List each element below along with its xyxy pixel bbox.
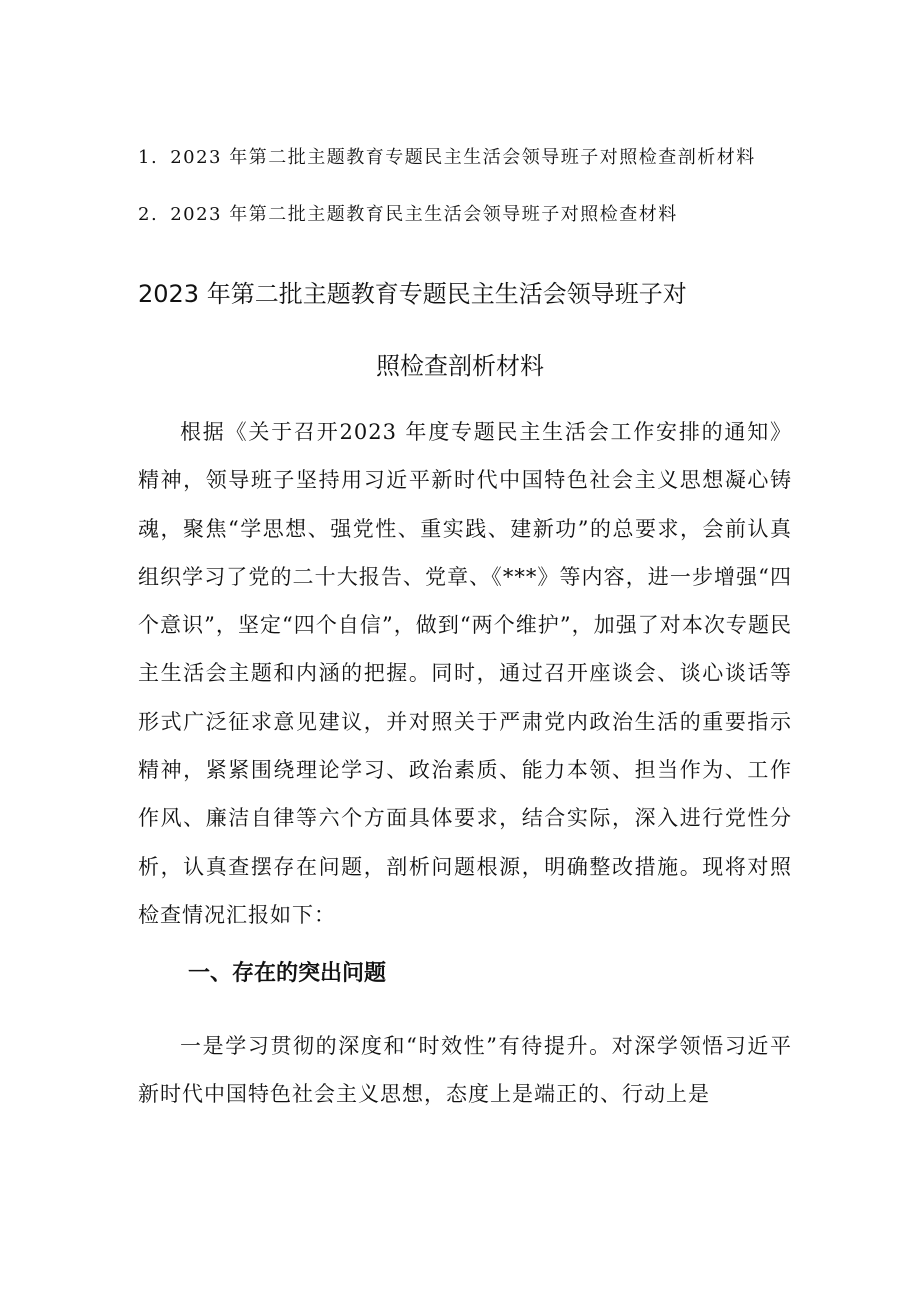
document-title-line-2: 照检查剖析材料 [376, 352, 544, 380]
toc-item-number: 1. [138, 147, 159, 168]
toc-item-text: 2023 年第二批主题教育民主生活会领导班子对照检查材料 [170, 204, 678, 225]
body-paragraph-1: 一是学习贯彻的深度和“时效性”有待提升。对深学领悟习近平新时代中国特色社会主义思想，态度上是端正的、行动上是 [138, 1034, 792, 1107]
section-heading-1: 一、存在的突出问题 [188, 961, 387, 986]
toc-item-number: 2. [138, 204, 159, 225]
toc-item-2[interactable] [138, 200, 678, 226]
toc-item-1[interactable] [138, 143, 756, 169]
body-paragraph-intro: 根据《关于召开2023 年度专题民主生活会工作安排的通知》精神，领导班子坚持用习近平新时代中国特色社会主义思想凝心铸魂，聚焦“学思想、强党性、重实践、建新功”的总要求，会前认真组织学习了党的二十大报告、党章、《***》等内容，进一步增强“四个意识”，坚定“四个自信”，做到“两个维护”，加强了对本次专题民主生活会主题和内涵的把握。同时，通过召开座谈会、谈心谈话等形式广泛征求意见建议，并对照关于严肃党内政治生活的重要指示精神，紧紧围绕理论学习、政治素质、能力本领、担当作为、工作作风、廉洁自律等六个方面具体要求，结合实际，深入进行党性分析，认真查摆存在问题，剖析问题根源，明确整改措施。现将对照检查情况汇报如下： [138, 420, 792, 927]
toc-item-text: 2023 年第二批主题教育专题民主生活会领导班子对照检查剖析材料 [170, 147, 756, 168]
document-title-line-1: 2023 年第二批主题教育专题民主生活会领导班子对 [138, 280, 687, 308]
